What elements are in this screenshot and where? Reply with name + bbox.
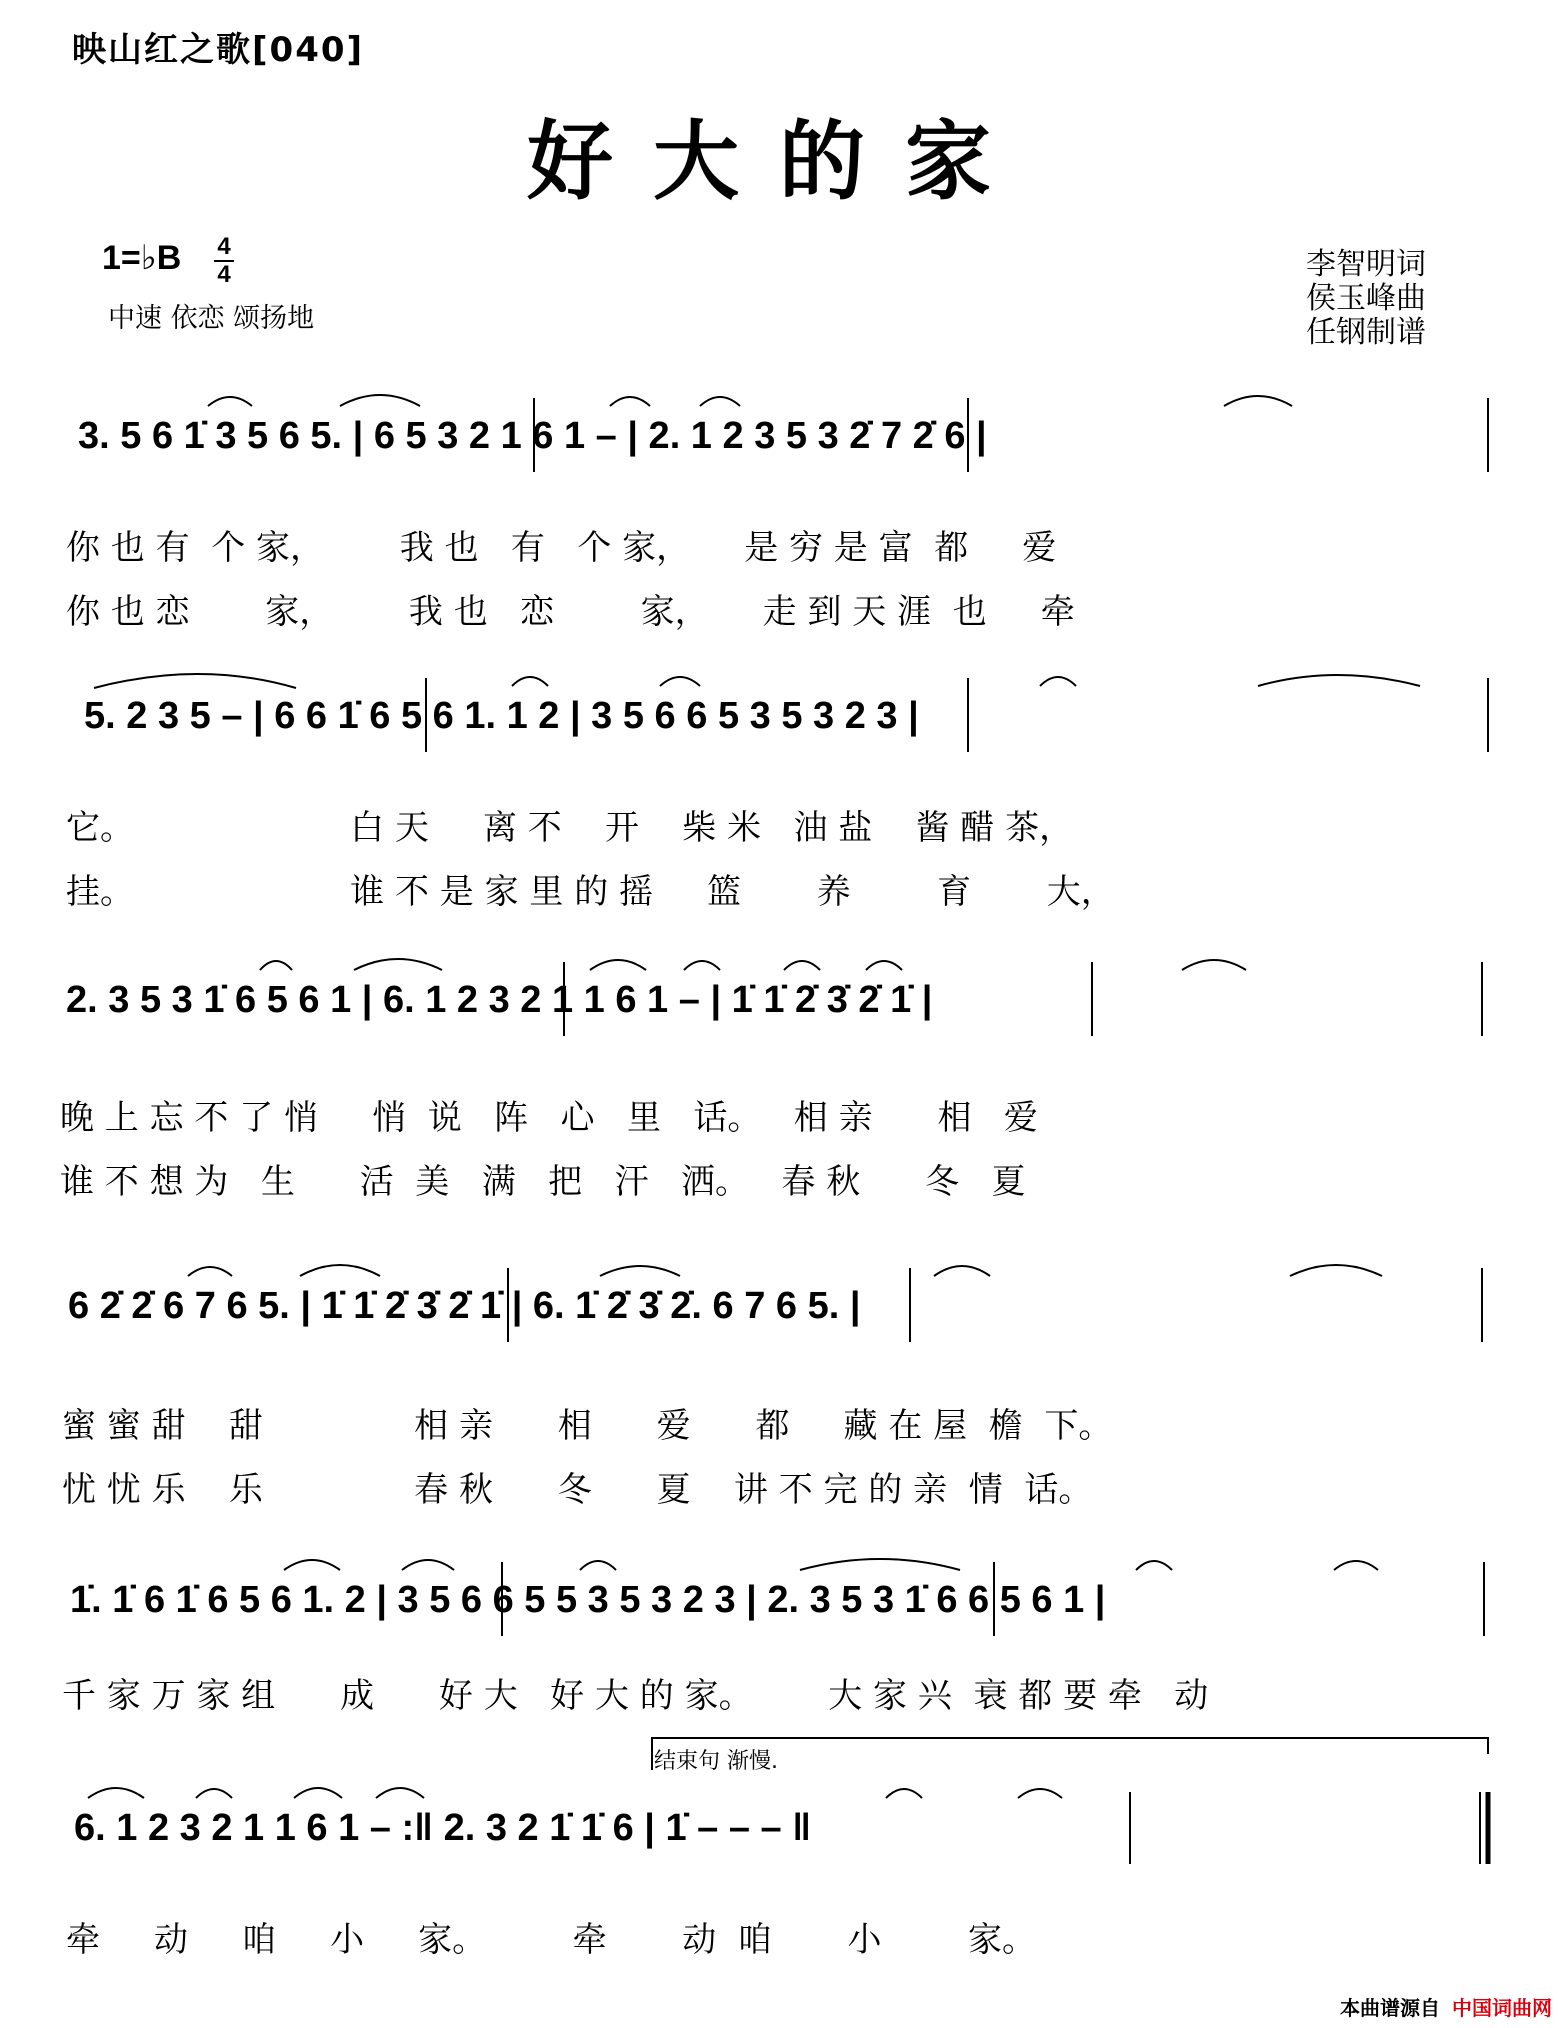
arranger-credit: 任钢制谱 (1306, 315, 1426, 350)
lyric-line-4b: 忧 忧 乐 乐 春 秋 冬 夏 讲 不 完 的 亲 情 话。 (62, 1470, 1093, 1510)
slur (402, 1560, 454, 1570)
slur (354, 959, 442, 970)
credits (1306, 248, 1426, 350)
notation-line: 1̇. 1̇ 6 1̇ 6 5 6 1. 2 | 3 5 6 6 5 5 3 5 3 2 3 | 2. 3 5 3 1̇ 6 6 5 6 1 | (70, 1579, 1106, 1621)
slur (886, 1789, 922, 1798)
lyric-line-3a: 晚 上 忘 不 了 悄 悄 说 阵 心 里 话。 相 亲 相 爱 (60, 1098, 1038, 1138)
source-label: 本曲谱源自 (1340, 1996, 1440, 2020)
collection-header: 映山红之歌[040] (72, 30, 365, 70)
lyricist-credit: 李智明词 (1306, 247, 1426, 282)
slur (784, 961, 820, 970)
notation-line: 3. 5 6 1̇ 3 5 6 5. | 6 5 3 2 1 6 1 – | 2. 1 2 3 5 3 2̇ 7 2̇ 6 | (78, 415, 987, 457)
notation-line: 5. 2 3 5 – | 6 6 1̇ 6 5 6 1. 1 2 | 3 5 6 6 5 3 5 3 2 3 | (84, 695, 919, 737)
notation-system-1 (0, 380, 1558, 520)
lyric-line-4a: 蜜 蜜 甜 甜 相 亲 相 爱 都 藏 在 屋 檐 下。 (62, 1406, 1113, 1446)
slur (800, 1559, 960, 1570)
slur (284, 1560, 340, 1570)
slur (1334, 1561, 1378, 1570)
slur (1290, 1265, 1382, 1276)
lyric-line-6a: 牵 动 咱 小 家。 牵 动 咱 小 家。 (66, 1920, 1036, 1960)
slur (610, 397, 650, 406)
lyric-line-3b: 谁 不 想 为 生 活 美 满 把 汗 洒。 春 秋 冬 夏 (60, 1162, 1026, 1202)
slur (700, 397, 740, 406)
slur (294, 1788, 342, 1798)
lyric-line-2a: 它。 白 天 离 不 开 柴 米 油 盐 酱 醋 茶， (66, 808, 1074, 848)
slur (1258, 675, 1420, 686)
composer-credit: 侯玉峰曲 (1306, 281, 1426, 316)
notation-system-3 (0, 944, 1558, 1084)
key-signature: 1=♭B (102, 239, 182, 277)
time-signature (214, 233, 234, 288)
slur (600, 1266, 680, 1276)
slur (1040, 677, 1076, 686)
lyric-line-2b: 挂。 谁 不 是 家 里 的 摇 篮 养 育 大， (66, 872, 1115, 912)
time-signature-top: 4 (217, 233, 231, 260)
notation-system-2 (0, 660, 1558, 800)
slur (1136, 1561, 1172, 1570)
slur (866, 961, 902, 970)
slur (590, 960, 646, 970)
song-title: 好大的家 (527, 111, 1031, 212)
slur (1224, 396, 1292, 406)
slur (260, 961, 292, 970)
slur (340, 395, 420, 406)
site-brand[interactable]: 中国词曲网 (1452, 1996, 1552, 2020)
slur (188, 1267, 232, 1276)
slur (580, 1561, 616, 1570)
slur (934, 1266, 990, 1276)
tie (94, 674, 296, 688)
slur (1018, 1789, 1062, 1798)
slur (684, 961, 720, 970)
slur (88, 1788, 144, 1798)
notation-system-6 (0, 1730, 1558, 1870)
tempo-marking: 中速 依恋 颂扬地 (108, 303, 315, 334)
slur (196, 1789, 232, 1798)
lyric-line-5a: 千 家 万 家 组 成 好 大 好 大 的 家。 大 家 兴 衰 都 要 牵 动 (62, 1676, 1209, 1716)
slur (512, 677, 548, 686)
slur (1182, 960, 1246, 970)
ending-phrase-label: 结束句 渐慢. (654, 1749, 778, 1774)
notation-system-5 (0, 1544, 1558, 1684)
slur (376, 1788, 424, 1798)
lyric-line-1b: 你 也 恋 家， 我 也 恋 家， 走 到 天 涯 也 牵 (66, 592, 1075, 632)
notation-line: 6 2̇ 2̇ 6 7 6 5. | 1̇ 1̇ 2̇ 3̇ 2̇ 1̇ | 6. 1̇ 2̇ 3̇ 2̇. 6 7 6 5. | (68, 1285, 861, 1327)
slur (208, 397, 252, 406)
source-footer (1340, 1992, 1552, 2021)
slur (660, 677, 700, 686)
slur (300, 1265, 380, 1276)
notation-line: 2. 3 5 3 1̇ 6 5 6 1 | 6. 1 2 3 2 1 1 6 1 – | 1̇ 1̇ 2̇ 3̇ 2̇ 1̇ | (66, 979, 933, 1021)
notation-line: 6. 1 2 3 2 1 1 6 1 – :‖ 2. 3 2 1̇ 1̇ 6 | 1̇ – – – ‖ (74, 1807, 812, 1849)
time-signature-bottom: 4 (217, 261, 231, 288)
notation-system-4 (0, 1250, 1558, 1390)
lyric-line-1a: 你 也 有 个 家， 我 也 有 个 家， 是 穷 是 富 都 爱 (66, 528, 1057, 568)
ending-bracket (652, 1738, 1488, 1770)
